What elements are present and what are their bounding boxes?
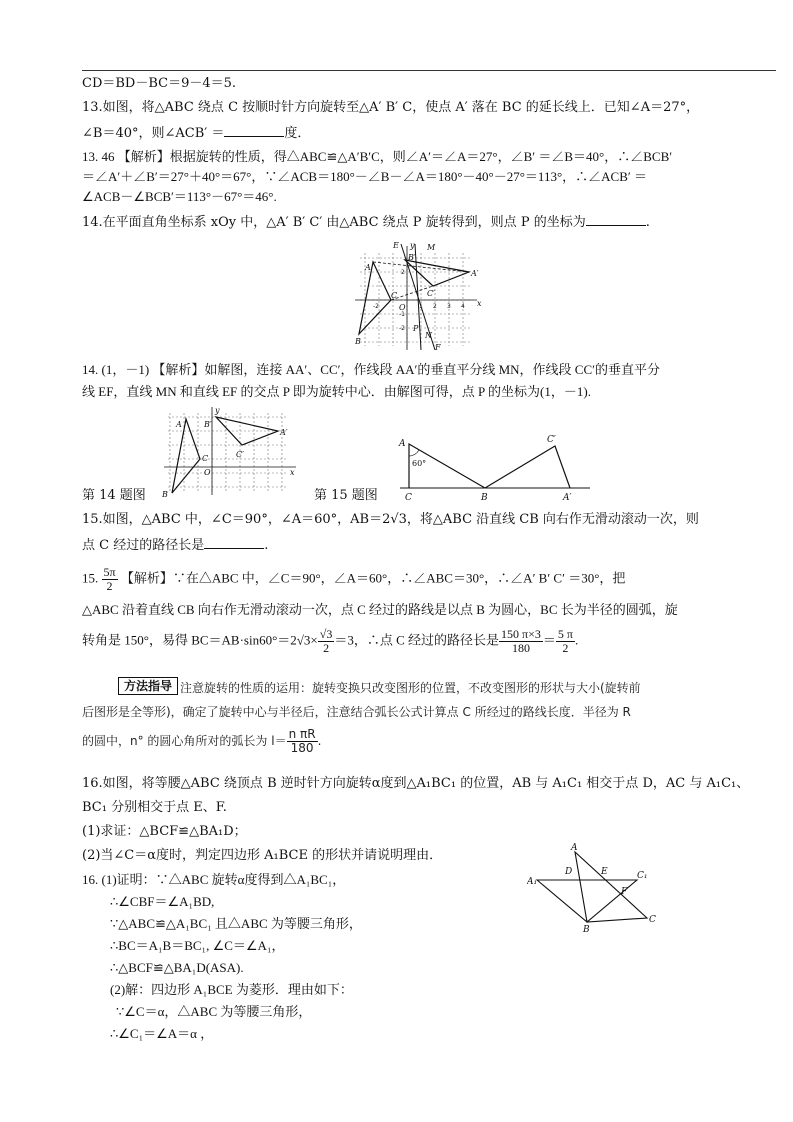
fig16-label-D: D xyxy=(565,867,573,877)
a15-answer-fraction: $\frac{5\pi}{2}$ xyxy=(103,565,116,593)
q13-tail: 度． xyxy=(284,126,311,141)
method-line2: 后图形是全等形)，确定了旋转中心与半径后，注意结合弧长公式计算点 C 所经过的路线长度．半径为 R xyxy=(82,705,631,719)
a14-line1: 14. (1，－1) 【解析】如解图，连接 AA′、CC′，作线段 AA′的垂直平分线 MN，作线段 CC′的垂直平分 xyxy=(82,362,660,377)
fig14b-label-B1: B′ xyxy=(204,420,212,429)
fig16-label-A: A xyxy=(571,843,578,853)
q14-tail: . xyxy=(645,215,650,230)
fig14-label-C1: C′ xyxy=(427,289,435,298)
fig14-tick-ym1: -1 xyxy=(399,311,405,318)
fig14-label-E: E xyxy=(393,241,399,250)
fig14-label-O: O xyxy=(399,303,406,312)
fig15-label-A1: A′ xyxy=(563,493,572,502)
a13-line1: 13. 46 【解析】根据旋转的性质，得△ABC≌△A′B′C，则∠A′＝∠A＝27°，∠B′ ＝∠B＝40°，∴∠BCB′ xyxy=(82,149,673,164)
fig14-tick-ym2: -2 xyxy=(399,325,405,332)
fig14-label-B: B xyxy=(355,337,361,346)
a16-line2: ∴∠CBF＝∠A₁BD, xyxy=(110,894,215,909)
q13-line1: 13.如图，将△ABC 绕点 C 按顺时针方向旋转至△A′ B′ C，使点 A′ 落在 BC 的延长线上．已知∠A＝27°， xyxy=(82,100,700,115)
q14-line xyxy=(82,213,650,231)
top-rule xyxy=(82,70,776,71)
fig16-label-B: B xyxy=(583,925,590,932)
fig16-label-E: E xyxy=(601,867,608,877)
fig15-label-C: C xyxy=(405,493,412,502)
fig16-label-A1: A₁ xyxy=(527,877,538,887)
fig14b-label-A: A xyxy=(176,420,182,429)
a15-line3: 转角是 150°，易得 BC＝AB·sin60°＝2√3× $\frac{√3}{2}$ ＝3，∴点 C 经过的路径长是 $\frac{150 \pi\times 3}{180}$ ＝ $\frac{5 \pi}{2}$ . xyxy=(82,627,579,655)
a16-line1: 16. (1)证明：∵△ABC 旋转α度得到△A₁BC₁， xyxy=(82,872,346,887)
a16-line7: ∵∠C＝α，△ABC 为等腰三角形， xyxy=(116,1004,312,1019)
q16-line3: (1)求证：△BCF≌△BA₁D； xyxy=(82,824,247,839)
q15-line1: 15.如图，△ABC 中，∠C＝90°，∠A＝60°，AB＝2√3，将△ABC 沿直线 CB 向右作无滑动滚动一次，则 xyxy=(82,512,699,527)
fig14-label-A: A xyxy=(365,263,371,272)
a13-line3: ∠ACB－∠BCB′＝113°－67°＝46°. xyxy=(82,189,277,204)
a15-line1 xyxy=(82,566,625,593)
fig14-label-M: M xyxy=(427,243,436,252)
fig14b-label-A1: A′ xyxy=(280,428,288,437)
figure-14-solution xyxy=(345,238,485,356)
fig15-label-angle: 60° xyxy=(412,459,427,468)
a15-frac-arc: $\frac{150 \pi\times 3}{180}$ xyxy=(501,627,541,655)
q13-line2 xyxy=(82,124,310,142)
fig14-label-N: N xyxy=(425,331,432,340)
q15-text: 点 C 经过的路径长是 xyxy=(82,538,205,553)
a15-frac-result: $\frac{5 \pi}{2}$ xyxy=(557,627,573,655)
q15-line2 xyxy=(82,536,268,554)
method-guide-badge: 方法指导 xyxy=(118,677,178,695)
fig14b-label-x: x xyxy=(290,468,295,477)
a15-analysis: 【解析】∵在△ABC 中，∠C＝90°，∠A＝60°，∴∠ABC＝30°，∴∠A′ B′ C′ ＝30°，把 xyxy=(120,570,626,586)
fig16-label-F: F xyxy=(621,887,628,897)
a15-line2: △ABC 沿着直线 CB 向右作无滑动滚动一次，点 C 经过的路线是以点 B 为圆心，BC 长为半径的圆弧，旋 xyxy=(82,602,678,617)
method-line1: 注意旋转的性质的运用：旋转变换只改变图形的位置，不改变图形的形状与大小(旋转前 xyxy=(180,681,641,695)
a16-line5: ∴△BCF≌△BA₁D(ASA). xyxy=(110,960,244,975)
fig14-label-y: y xyxy=(410,241,415,250)
fig16-label-C: C xyxy=(649,915,656,925)
fig14-label-C: C xyxy=(391,291,398,300)
a16-line6: (2)解：四边形 A₁BCE 为菱形．理由如下： xyxy=(110,982,353,997)
q16-line4: (2)当∠C＝α度时，判定四边形 A₁BCE 的形状并请说明理由． xyxy=(82,848,443,863)
q13-text: ∠B＝40°，则∠ACB′ ＝ xyxy=(82,126,225,141)
q15-blank xyxy=(204,536,264,549)
a16-line3: ∵△ABC≌△A₁BC₁ 且△ABC 为等腰三角形， xyxy=(110,916,362,931)
caption-fig14: 第 14 题图 xyxy=(82,488,146,503)
fig14-tick-x4: 4 xyxy=(461,303,465,310)
a15-frac-sqrt3-2: $\frac{√3}{2}$ xyxy=(319,627,333,655)
fig14b-label-O: O xyxy=(204,468,211,477)
fig15-label-C1: C′ xyxy=(547,435,556,445)
figure-14 xyxy=(158,405,300,497)
figure-16 xyxy=(527,840,667,932)
q15-tail: . xyxy=(264,538,269,553)
q14-text: 14.在平面直角坐标系 xOy 中，△A′ B′ C′ 由△ABC 绕点 P 旋转得到，则点 P 的坐标为 xyxy=(82,215,586,230)
fig16-label-C1: C₁ xyxy=(637,871,648,881)
fig14-label-x: x xyxy=(477,299,482,308)
q16-line2: BC₁ 分别相交于点 E、F. xyxy=(82,800,227,815)
fig14b-label-y: y xyxy=(215,406,220,415)
a16-line8: ∴∠C₁＝∠A＝α ， xyxy=(110,1026,214,1041)
fig14b-label-B: B xyxy=(162,490,168,497)
a15-number: 15. xyxy=(82,570,99,586)
fig14-tick-x2: 2 xyxy=(433,303,437,310)
fig14-tick-xm2: -2 xyxy=(373,303,379,310)
fig15-label-B: B xyxy=(481,493,488,502)
q13-blank xyxy=(224,124,284,137)
figure-15 xyxy=(395,430,595,502)
fig14b-label-C: C xyxy=(202,454,209,463)
caption-fig15: 第 15 题图 xyxy=(314,488,378,503)
fig14-tick-y2: 2 xyxy=(401,269,405,276)
fig14-label-P: P xyxy=(413,324,419,333)
fig14-tick-x3: 3 xyxy=(447,303,451,310)
fig14-label-B1: B′ xyxy=(408,253,416,262)
a16-line4: ∴BC＝A₁B＝BC₁, ∠C＝∠A₁， xyxy=(110,938,285,953)
fig15-label-A: A xyxy=(399,439,406,449)
fig14b-label-C1: C′ xyxy=(236,450,244,459)
arc-length-formula: $\frac{\text{n πR}}{180}$ xyxy=(288,727,316,755)
fig14-tick-x1: 1 xyxy=(419,303,423,310)
fig14-label-F: F xyxy=(435,343,441,352)
a13-line2: ＝∠A′＋∠B′＝27°＋40°＝67°，∵∠ACB＝180°－∠B－∠A＝180°－40°－27°＝113°，∴∠ACB′ ＝ xyxy=(82,169,647,184)
a14-line2: 线 EF，直线 MN 和直线 EF 的交点 P 即为旋转中心．由解图可得，点 P 的坐标为(1，－1). xyxy=(82,384,591,399)
line-cd: CD＝BD－BC＝9－4＝5. xyxy=(82,76,237,91)
q14-blank xyxy=(586,213,646,226)
q16-line1: 16.如图，将等腰△ABC 绕顶点 B 逆时针方向旋转α度到△A₁BC₁ 的位置，AB 与 A₁C₁ 相交于点 D，AC 与 A₁C₁、 xyxy=(82,776,750,791)
method-line3: 的圆中，n° 的圆心角所对的弧长为 l＝ $\frac{\text{n πR}}{180}$ . xyxy=(82,727,322,755)
fig14-label-A1: A′ xyxy=(471,269,479,278)
